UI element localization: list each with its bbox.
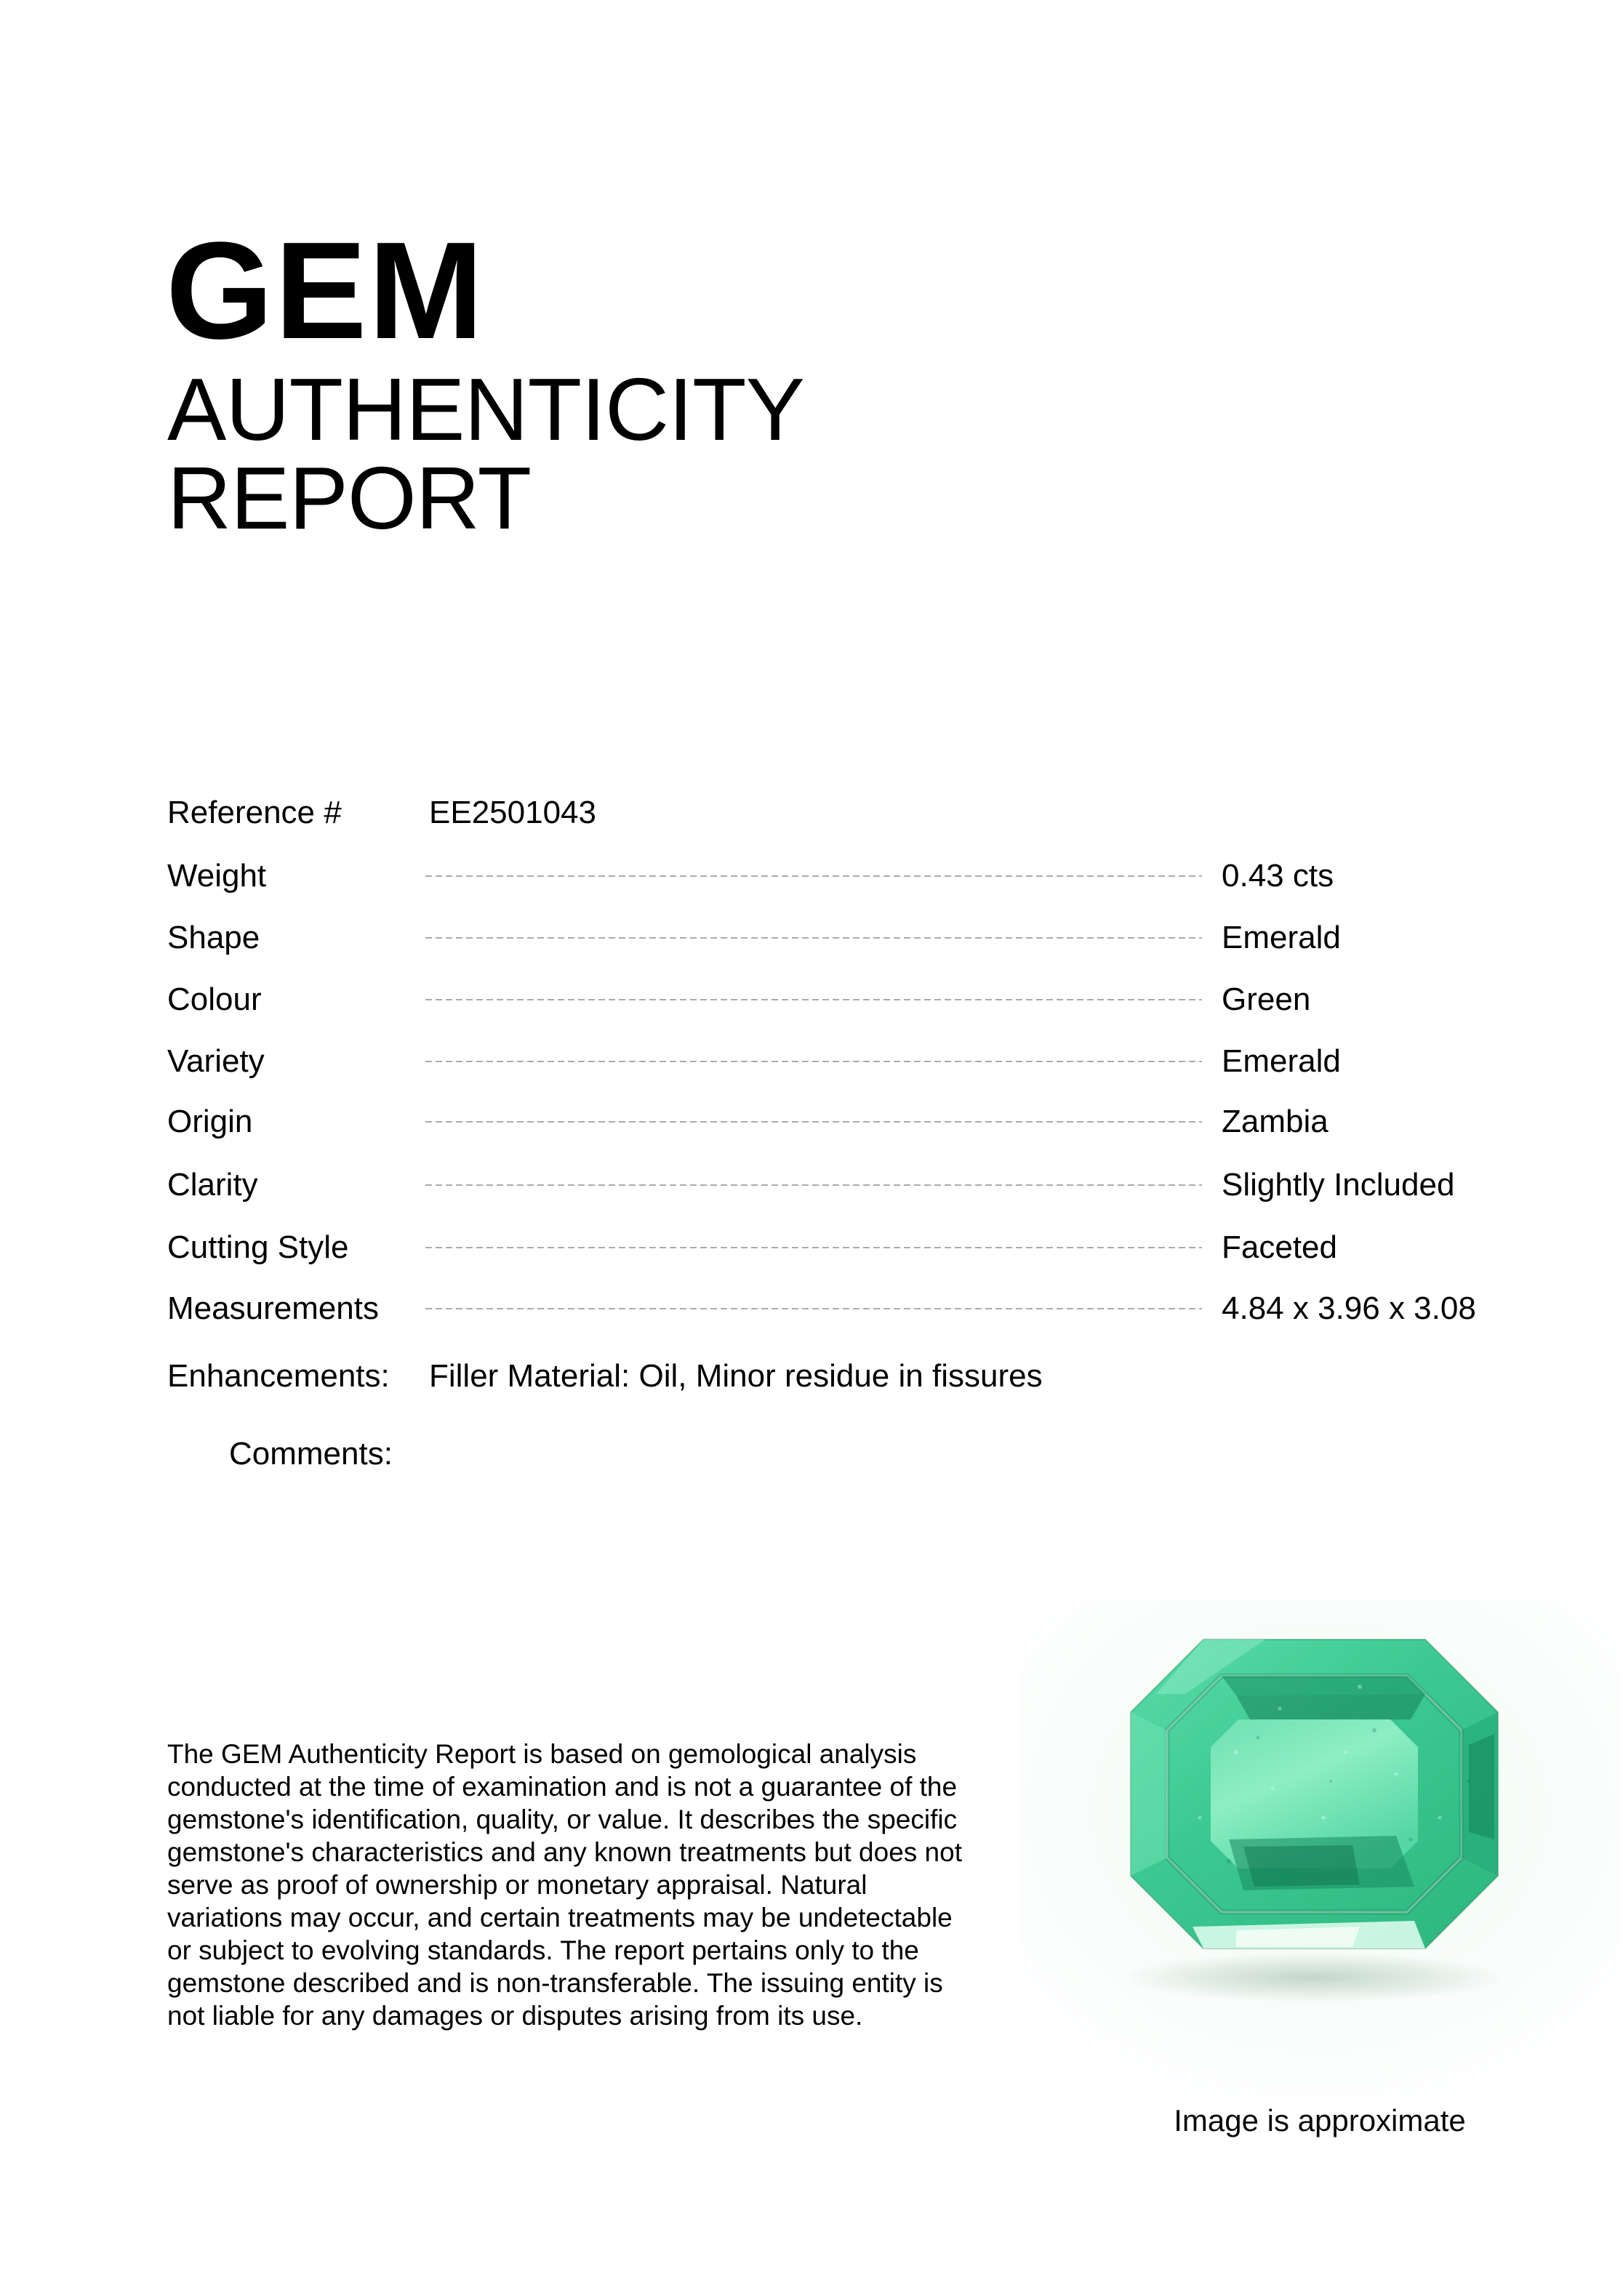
report-title-line1: AUTHENTICITY (167, 360, 804, 459)
leader-line (425, 937, 1202, 939)
leader-line (425, 1247, 1202, 1248)
leader-line (425, 1184, 1202, 1186)
disclaimer-text: The GEM Authenticity Report is based on gemological analysis conducted at the time of examination and is not a guarantee of the gemstone's identification, quality, or value. It describes the specific gemstone's characteristics and any known treatments but does not serve as proof of ownership or monetary appraisal. Natural variations may occur, and certain treatments may be undetectable or subject to evolving standards. The report pertains only to the gemstone described and is non-transferable. The issuing entity is not liable for any damages or disputes arising from its use. (167, 1739, 962, 2031)
colour-label: Colour (167, 982, 262, 1017)
leader-line (425, 875, 1202, 877)
measurements-value: 4.84 x 3.96 x 3.08 (1222, 1291, 1476, 1326)
leader-line (425, 999, 1202, 1000)
origin-label: Origin (167, 1104, 253, 1139)
leader-line (425, 1121, 1202, 1123)
comments-label: Comments: (229, 1436, 393, 1472)
cutting-style-label: Cutting Style (167, 1229, 349, 1265)
spec-row-shape (0, 920, 1623, 956)
weight-label: Weight (167, 858, 267, 894)
reference-value: EE2501043 (429, 795, 596, 830)
leader-line (425, 1308, 1202, 1309)
gem-shadow (1121, 1953, 1507, 2002)
measurements-label: Measurements (167, 1291, 380, 1326)
leader-line (425, 1061, 1202, 1062)
reference-label: Reference # (167, 795, 342, 830)
emerald-gem-illustration (1018, 1599, 1622, 2101)
report-title-line2: REPORT (167, 449, 532, 547)
origin-value: Zambia (1222, 1104, 1329, 1139)
gem-logo: GEM (166, 214, 485, 368)
spec-row-reference (0, 795, 1623, 831)
gem-caption: Image is approximate (1174, 2103, 1466, 2138)
cutting-style-value: Faceted (1222, 1229, 1337, 1265)
clarity-value: Slightly Included (1222, 1167, 1455, 1203)
spec-row-clarity (0, 1167, 1623, 1203)
shape-value: Emerald (1222, 920, 1341, 955)
gem-photo (1018, 1599, 1622, 2167)
variety-label: Variety (167, 1043, 265, 1079)
shape-label: Shape (167, 920, 260, 955)
spec-row-colour (0, 982, 1623, 1018)
spec-row-cutting-style (0, 1229, 1623, 1266)
colour-value: Green (1222, 982, 1311, 1017)
spec-row-variety (0, 1043, 1623, 1080)
spec-row-origin (0, 1104, 1623, 1140)
spec-row-weight (0, 858, 1623, 894)
spec-row-comments (0, 1436, 1623, 1472)
variety-value: Emerald (1222, 1043, 1341, 1079)
spec-row-measurements (0, 1291, 1623, 1327)
clarity-label: Clarity (167, 1167, 258, 1203)
enhancements-value: Filler Material: Oil, Minor residue in fissures (429, 1358, 1043, 1394)
spec-row-enhancements (0, 1358, 1623, 1394)
weight-value: 0.43 cts (1222, 858, 1334, 894)
enhancements-label: Enhancements: (167, 1358, 390, 1394)
